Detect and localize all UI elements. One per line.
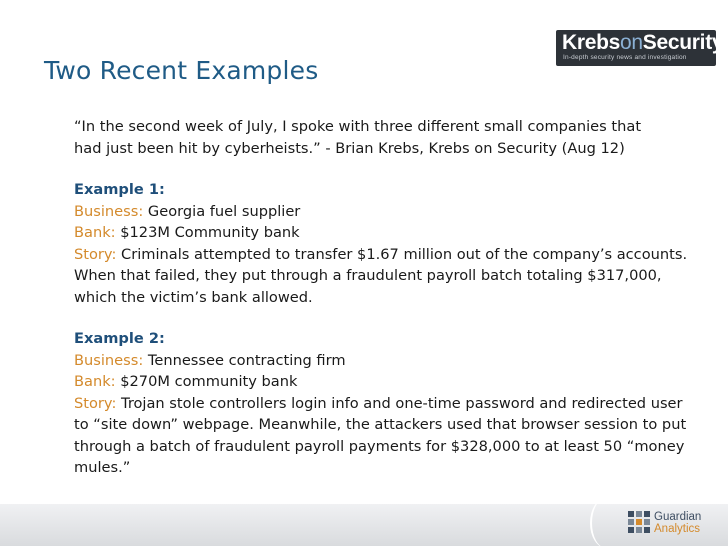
- example-1-story: [74, 244, 694, 309]
- story-value: Criminals attempted to transfer $1.67 million out of the company’s accounts. When that failed, they put through a fraudulent payroll batch totaling $317,000, which the victim’s bank allowed.: [74, 245, 688, 306]
- quote: [74, 116, 694, 159]
- footer-curve: [590, 498, 622, 548]
- bank-value: $270M community bank: [120, 373, 298, 390]
- logo-tagline: In-depth security news and investigation: [563, 54, 687, 61]
- logo-word-on: on: [620, 31, 643, 54]
- guardian-analytics-logo: [628, 509, 724, 539]
- example-1-bank: [74, 222, 694, 244]
- slide-body: [74, 116, 694, 479]
- example-2-business: [74, 350, 694, 372]
- krebs-on-security-logo: [556, 30, 724, 66]
- logo-word-krebs: Krebs: [562, 31, 621, 54]
- example-2-heading: Example 2:: [74, 330, 165, 347]
- business-value: Georgia fuel supplier: [147, 202, 301, 220]
- story-value: Trojan stole controllers login info and one-time password and redirected user to “site down” webpage. Meanwhile, the attackers used that browser session to put through a batch of fraudulent payroll payments for $328,000 to at least 50 “money mules.”: [74, 394, 687, 476]
- logo-word-security: Security: [642, 31, 724, 54]
- quote-line-1: “In the second week of July, I spoke with three different small companies that: [74, 118, 642, 135]
- bank-value: $123M Community bank: [120, 224, 300, 241]
- story-label: Story:: [74, 394, 117, 412]
- quote-line-2: had just been hit by cyberheists.” - Brian Krebs, Krebs on Security (Aug 12): [74, 139, 625, 157]
- example-1-heading: Example 1:: [74, 181, 165, 198]
- bank-label: Bank:: [74, 224, 116, 241]
- business-value: Tennessee contracting firm: [147, 351, 346, 369]
- example-2-bank: [74, 371, 694, 393]
- guardian-analytics-icon: [628, 511, 650, 535]
- logo-line-analytics: Analytics: [654, 523, 701, 535]
- business-label: Business:: [74, 351, 144, 369]
- example-1-business: [74, 201, 694, 223]
- story-label: Story:: [74, 245, 117, 263]
- bank-label: Bank:: [74, 373, 116, 390]
- example-2-story: [74, 393, 694, 479]
- business-label: Business:: [74, 202, 144, 220]
- footer-bar: [0, 504, 728, 546]
- slide-title: Two Recent Examples: [44, 56, 319, 85]
- logo-line-guardian: Guardian: [654, 511, 702, 523]
